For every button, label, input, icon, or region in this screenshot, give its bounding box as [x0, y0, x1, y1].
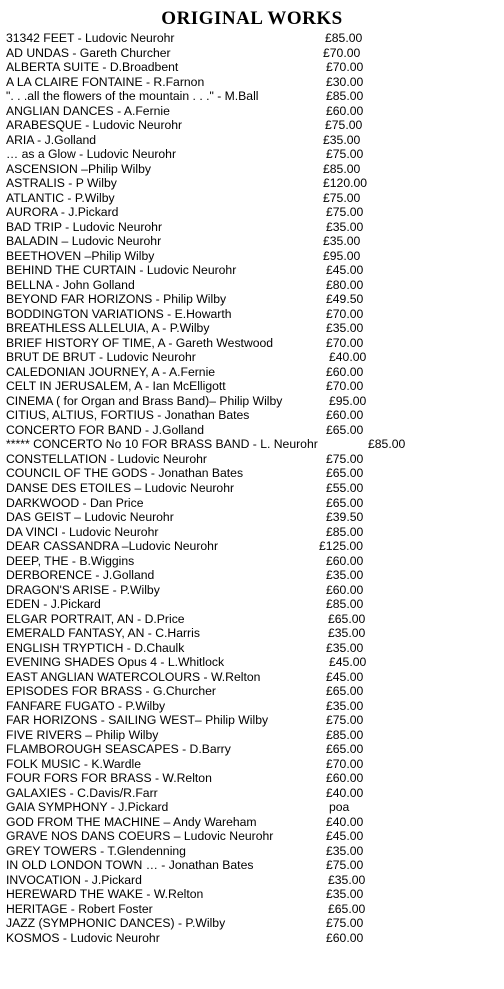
work-title: FIVE RIVERS – Philip Wilby — [6, 727, 159, 742]
list-item — [6, 916, 501, 931]
work-title: FOUR FORS FOR BRASS - W.Relton — [6, 771, 212, 786]
list-item — [6, 162, 501, 177]
work-price: £65.00 — [328, 611, 366, 626]
list-item — [6, 902, 501, 917]
work-price: £85.00 — [323, 161, 361, 176]
list-item — [6, 496, 501, 511]
work-price: £75.00 — [326, 147, 364, 162]
work-title: ARIA - J.Golland — [6, 132, 97, 147]
list-item — [6, 829, 501, 844]
work-price: £40.00 — [326, 785, 364, 800]
list-item — [6, 800, 501, 815]
list-item — [6, 379, 501, 394]
work-price: £60.00 — [326, 582, 364, 597]
list-item — [6, 641, 501, 656]
work-title: ASTRALIS - P Wilby — [6, 176, 117, 191]
work-title: BRUT DE BRUT - Ludovic Neurohr — [6, 350, 196, 365]
work-title: ASCENSION –Philip Wilby — [6, 161, 151, 176]
work-price: £85.00 — [326, 597, 364, 612]
work-price: £85.00 — [326, 89, 364, 104]
list-item — [6, 858, 501, 873]
work-title: ARABESQUE - Ludovic Neurohr — [6, 118, 183, 133]
work-title: CALEDONIAN JOURNEY, A - A.Fernie — [6, 364, 216, 379]
work-title: BEETHOVEN –Philip Wilby — [6, 248, 155, 263]
list-item — [6, 670, 501, 685]
work-title: INVOCATION - J.Pickard — [6, 872, 142, 887]
list-item — [6, 583, 501, 598]
work-title: IN OLD LONDON TOWN … - Jonathan Bates — [6, 858, 254, 873]
work-title: DAS GEIST – Ludovic Neurohr — [6, 510, 174, 525]
list-item — [6, 176, 501, 191]
work-price: £35.00 — [328, 872, 366, 887]
work-price: £75.00 — [325, 118, 363, 133]
list-item — [6, 118, 501, 133]
work-price: £35.00 — [326, 219, 364, 234]
work-title: ***** CONCERTO No 10 FOR BRASS BAND - L. Neurohr — [6, 437, 318, 452]
work-title: KOSMOS - Ludovic Neurohr — [6, 930, 160, 945]
work-price: £60.00 — [326, 930, 364, 945]
list-item — [6, 234, 501, 249]
work-price: £70.00 — [323, 45, 361, 60]
work-price: £75.00 — [326, 858, 364, 873]
work-title: GAIA SYMPHONY - J.Pickard — [6, 800, 169, 815]
work-title: ATLANTIC - P.Wilby — [6, 190, 115, 205]
work-price: £49.50 — [326, 292, 364, 307]
work-title: BAD TRIP - Ludovic Neurohr — [6, 219, 163, 234]
work-title: DERBORENCE - J.Golland — [6, 568, 155, 583]
list-item — [6, 408, 501, 423]
work-title: ALBERTA SUITE - D.Broadbent — [6, 60, 179, 75]
work-price: £70.00 — [326, 60, 364, 75]
list-item — [6, 263, 501, 278]
work-title: ". . .all the flowers of the mountain . . ." - M.Ball — [6, 89, 259, 104]
work-title: CELT IN JERUSALEM, A - Ian McElligott — [6, 379, 226, 394]
work-title: BELLNA - John Golland — [6, 277, 135, 292]
work-title: CITIUS, ALTIUS, FORTIUS - Jonathan Bates — [6, 408, 250, 423]
list-item — [6, 887, 501, 902]
work-title: GOD FROM THE MACHINE – Andy Wareham — [6, 814, 257, 829]
list-item — [6, 713, 501, 728]
work-price: £65.00 — [326, 684, 364, 699]
list-item — [6, 321, 501, 336]
work-price: £65.00 — [326, 422, 364, 437]
works-list — [6, 31, 501, 945]
work-price: £60.00 — [326, 408, 364, 423]
list-item — [6, 815, 501, 830]
list-item — [6, 133, 501, 148]
work-title: BREATHLESS ALLELUIA, A - P.Wilby — [6, 321, 210, 336]
work-title: HEREWARD THE WAKE - W.Relton — [6, 887, 204, 902]
list-item — [6, 612, 501, 627]
work-title: BODDINGTON VARIATIONS - E.Howarth — [6, 306, 232, 321]
work-title: CONSTELLATION - Ludovic Neurohr — [6, 451, 207, 466]
list-item — [6, 75, 501, 90]
list-item — [6, 757, 501, 772]
list-item — [6, 292, 501, 307]
work-price: £70.00 — [326, 306, 364, 321]
work-price: £35.00 — [326, 887, 364, 902]
work-title: ENGLISH TRYPTICH - D.Chaulk — [6, 640, 185, 655]
work-title: HERITAGE - Robert Foster — [6, 901, 153, 916]
work-price: £35.00 — [326, 568, 364, 583]
list-item — [6, 873, 501, 888]
work-title: DA VINCI - Ludovic Neurohr — [6, 524, 159, 539]
list-item — [6, 742, 501, 757]
list-item — [6, 568, 501, 583]
work-title: GREY TOWERS - T.Glendenning — [6, 843, 186, 858]
work-price: £35.00 — [326, 321, 364, 336]
work-title: FANFARE FUGATO - P.Wilby — [6, 698, 166, 713]
list-item — [6, 104, 501, 119]
work-price: poa — [329, 800, 350, 815]
list-item — [6, 220, 501, 235]
list-item — [6, 728, 501, 743]
list-item — [6, 191, 501, 206]
work-title: EPISODES FOR BRASS - G.Churcher — [6, 684, 216, 699]
list-item — [6, 89, 501, 104]
work-title: COUNCIL OF THE GODS - Jonathan Bates — [6, 466, 244, 481]
work-title: ANGLIAN DANCES - A.Fernie — [6, 103, 170, 118]
list-item — [6, 655, 501, 670]
work-title: BALADIN – Ludovic Neurohr — [6, 234, 162, 249]
work-title: 31342 FEET - Ludovic Neurohr — [6, 31, 175, 45]
work-price: £35.00 — [323, 234, 361, 249]
list-item — [6, 147, 501, 162]
work-price: £125.00 — [319, 539, 364, 554]
work-price: £55.00 — [326, 480, 364, 495]
list-item — [6, 844, 501, 859]
list-item — [6, 554, 501, 569]
work-price: £60.00 — [326, 553, 364, 568]
work-price: £40.00 — [329, 350, 367, 365]
work-price: £70.00 — [326, 379, 364, 394]
work-price: £35.00 — [323, 132, 361, 147]
list-item — [6, 437, 501, 452]
work-title: AD UNDAS - Gareth Churcher — [6, 45, 171, 60]
work-title: FAR HORIZONS - SAILING WEST– Philip Wilby — [6, 713, 269, 728]
work-price: £75.00 — [326, 205, 364, 220]
work-title: BEYOND FAR HORIZONS - Philip Wilby — [6, 292, 227, 307]
list-item — [6, 365, 501, 380]
work-price: £75.00 — [326, 451, 364, 466]
work-price: £45.00 — [326, 829, 364, 844]
list-item — [6, 336, 501, 351]
work-title: DARKWOOD - Dan Price — [6, 495, 144, 510]
work-title: FLAMBOROUGH SEASCAPES - D.Barry — [6, 742, 231, 757]
work-price: £85.00 — [326, 524, 364, 539]
work-price: £40.00 — [326, 814, 364, 829]
list-item — [6, 539, 501, 554]
list-item — [6, 46, 501, 61]
work-price: £45.00 — [326, 669, 364, 684]
work-title: AURORA - J.Pickard — [6, 205, 119, 220]
work-price: £35.00 — [326, 843, 364, 858]
work-title: DEAR CASSANDRA –Ludovic Neurohr — [6, 539, 219, 554]
work-title: FOLK MUSIC - K.Wardle — [6, 756, 141, 771]
work-title: CONCERTO FOR BAND - J.Golland — [6, 422, 204, 437]
work-price: £75.00 — [326, 916, 364, 931]
work-price: £85.00 — [325, 31, 363, 45]
work-price: £65.00 — [328, 901, 366, 916]
work-price: £60.00 — [326, 771, 364, 786]
work-price: £85.00 — [368, 437, 406, 452]
page-title: ORIGINAL WORKS — [161, 8, 343, 29]
work-price: £35.00 — [326, 640, 364, 655]
list-item — [6, 786, 501, 801]
list-item — [6, 699, 501, 714]
list-item — [6, 684, 501, 699]
work-title: ELGAR PORTRAIT, AN - D.Price — [6, 611, 185, 626]
work-price: £60.00 — [326, 364, 364, 379]
work-title: DEEP, THE - B.Wiggins — [6, 553, 135, 568]
work-price: £75.00 — [326, 713, 364, 728]
work-price: £65.00 — [326, 466, 364, 481]
work-price: £95.00 — [323, 248, 361, 263]
work-price: £35.00 — [328, 626, 366, 641]
list-item — [6, 481, 501, 496]
work-price: £65.00 — [326, 495, 364, 510]
list-item — [6, 350, 501, 365]
work-title: A LA CLAIRE FONTAINE - R.Farnon — [6, 74, 205, 89]
list-item — [6, 394, 501, 409]
work-title: EAST ANGLIAN WATERCOLOURS - W.Relton — [6, 669, 261, 684]
work-title: BRIEF HISTORY OF TIME, A - Gareth Westwood — [6, 335, 274, 350]
work-price: £70.00 — [326, 756, 364, 771]
list-item — [6, 205, 501, 220]
work-title: EVENING SHADES Opus 4 - L.Whitlock — [6, 655, 225, 670]
work-price: £120.00 — [323, 176, 368, 191]
work-title: EMERALD FANTASY, AN - C.Harris — [6, 626, 200, 641]
work-price: £45.00 — [326, 263, 364, 278]
work-title: … as a Glow - Ludovic Neurohr — [6, 147, 177, 162]
work-title: DANSE DES ETOILES – Ludovic Neurohr — [6, 480, 235, 495]
work-title: DRAGON'S ARISE - P.Wilby — [6, 582, 160, 597]
work-title: JAZZ (SYMPHONIC DANCES) - P.Wilby — [6, 916, 226, 931]
work-title: CINEMA ( for Organ and Brass Band)– Philip Wilby — [6, 393, 283, 408]
work-title: GALAXIES - C.Davis/R.Farr — [6, 785, 158, 800]
list-item — [6, 31, 501, 46]
work-price: £70.00 — [326, 335, 364, 350]
work-title: GRAVE NOS DANS COEURS – Ludovic Neurohr — [6, 829, 274, 844]
work-price: £75.00 — [323, 190, 361, 205]
work-price: £39.50 — [326, 510, 364, 525]
work-price: £80.00 — [326, 277, 364, 292]
list-item — [6, 525, 501, 540]
work-price: £35.00 — [326, 698, 364, 713]
list-item — [6, 452, 501, 467]
work-price: £65.00 — [326, 742, 364, 757]
list-item — [6, 510, 501, 525]
list-item — [6, 60, 501, 75]
list-item — [6, 249, 501, 264]
work-price: £30.00 — [326, 74, 364, 89]
list-item — [6, 597, 501, 612]
work-title: EDEN - J.Pickard — [6, 597, 101, 612]
work-title: BEHIND THE CURTAIN - Ludovic Neurohr — [6, 263, 237, 278]
list-item — [6, 626, 501, 641]
list-item — [6, 307, 501, 322]
list-item — [6, 466, 501, 481]
work-price: £60.00 — [326, 103, 364, 118]
work-price: £45.00 — [329, 655, 367, 670]
list-item — [6, 278, 501, 293]
work-price: £85.00 — [326, 727, 364, 742]
list-item — [6, 931, 501, 946]
work-price: £95.00 — [329, 393, 367, 408]
list-item — [6, 423, 501, 438]
list-item — [6, 771, 501, 786]
